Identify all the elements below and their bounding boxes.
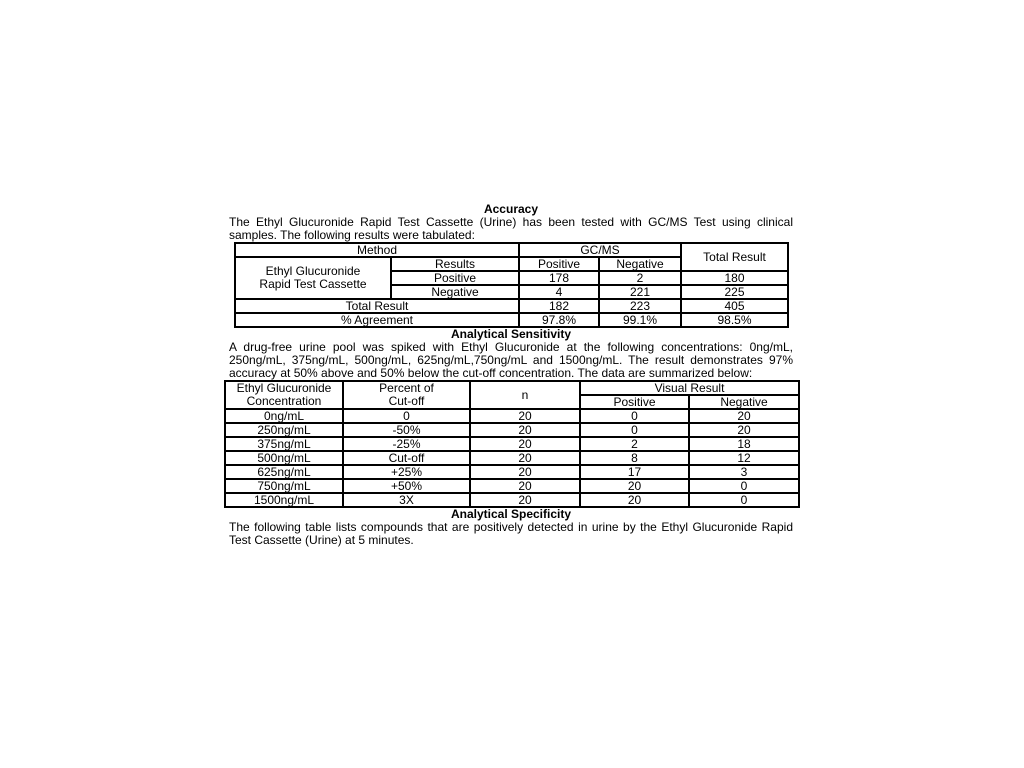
table-row <box>225 479 799 493</box>
row-label: Positive <box>391 271 519 285</box>
cell-conc: 750ng/mL <box>225 479 343 493</box>
table-row <box>225 423 799 437</box>
sensitivity-heading: Analytical Sensitivity <box>450 327 572 341</box>
accuracy-heading: Accuracy <box>483 202 539 216</box>
document <box>224 203 798 547</box>
specificity-paragraph: The following table lists compounds that are positively detected in urine by the Ethyl Glucuronide Rapid Test Cassette (Urine) at 5 minutes. <box>229 520 793 547</box>
cell-negative: 223 <box>599 299 681 313</box>
cell-conc: 1500ng/mL <box>225 493 343 507</box>
header-results: Results <box>391 257 519 271</box>
cell-pos: 20 <box>580 493 689 507</box>
header-gcms: GC/MS <box>519 243 681 257</box>
cell-n: 20 <box>470 437 580 451</box>
sensitivity-table <box>224 380 800 508</box>
cell-conc: 625ng/mL <box>225 465 343 479</box>
cell-neg: 20 <box>689 423 799 437</box>
cell-positive: 178 <box>519 271 599 285</box>
cell-pos: 8 <box>580 451 689 465</box>
cell-pct: +50% <box>343 479 470 493</box>
row-label: Negative <box>391 285 519 299</box>
cell-negative: 99.1% <box>599 313 681 327</box>
cell-n: 20 <box>470 465 580 479</box>
cell-pct: -50% <box>343 423 470 437</box>
header-percent-cutoff: Percent of Cut-off <box>343 381 470 409</box>
row-label: % Agreement <box>235 313 519 327</box>
cell-pos: 2 <box>580 437 689 451</box>
header-total-result: Total Result <box>681 243 788 271</box>
cell-conc: 375ng/mL <box>225 437 343 451</box>
cell-pos: 17 <box>580 465 689 479</box>
cell-conc: 250ng/mL <box>225 423 343 437</box>
cell-pos: 20 <box>580 479 689 493</box>
cell-neg: 0 <box>689 493 799 507</box>
cell-total: 98.5% <box>681 313 788 327</box>
cell-neg: 3 <box>689 465 799 479</box>
cell-neg: 12 <box>689 451 799 465</box>
cell-positive: 4 <box>519 285 599 299</box>
cell-n: 20 <box>470 423 580 437</box>
header-positive: Positive <box>580 395 689 409</box>
device-name: Ethyl Glucuronide Rapid Test Cassette <box>235 257 391 299</box>
header-negative: Negative <box>689 395 799 409</box>
table-row <box>225 409 799 423</box>
cell-negative: 2 <box>599 271 681 285</box>
cell-total: 180 <box>681 271 788 285</box>
cell-positive: 97.8% <box>519 313 599 327</box>
total-row <box>235 299 788 313</box>
header-concentration: Ethyl Glucuronide Concentration <box>225 381 343 409</box>
table-row <box>225 465 799 479</box>
table-row <box>225 451 799 465</box>
cell-conc: 0ng/mL <box>225 409 343 423</box>
cell-n: 20 <box>470 451 580 465</box>
header-negative: Negative <box>599 257 681 271</box>
cell-pct: 3X <box>343 493 470 507</box>
cell-pct: 0 <box>343 409 470 423</box>
cell-pct: Cut-off <box>343 451 470 465</box>
cell-pct: -25% <box>343 437 470 451</box>
cell-negative: 221 <box>599 285 681 299</box>
cell-total: 225 <box>681 285 788 299</box>
cell-n: 20 <box>470 479 580 493</box>
header-n: n <box>470 381 580 409</box>
accuracy-table <box>234 242 789 328</box>
cell-n: 20 <box>470 493 580 507</box>
cell-neg: 18 <box>689 437 799 451</box>
cell-total: 405 <box>681 299 788 313</box>
header-visual-result: Visual Result <box>580 381 799 395</box>
cell-pct: +25% <box>343 465 470 479</box>
cell-n: 20 <box>470 409 580 423</box>
cell-positive: 182 <box>519 299 599 313</box>
cell-conc: 500ng/mL <box>225 451 343 465</box>
accuracy-paragraph: The Ethyl Glucuronide Rapid Test Cassette (Urine) has been tested with GC/MS Test using clinical samples. The following results were tabulated: <box>229 215 793 242</box>
sensitivity-paragraph: A drug-free urine pool was spiked with Ethyl Glucuronide at the following concentrations: 0ng/mL, 250ng/mL, 375ng/mL, 500ng/mL, 625ng/mL,750ng/mL and 1500ng/mL. The result demonstrates 97% accuracy at 50% above and 50% below the cut-off concentration. The data are summarized below: <box>229 340 793 380</box>
cell-pos: 0 <box>580 423 689 437</box>
table-row <box>225 437 799 451</box>
cell-pos: 0 <box>580 409 689 423</box>
cell-neg: 20 <box>689 409 799 423</box>
table-row <box>225 493 799 507</box>
specificity-heading: Analytical Specificity <box>450 507 572 521</box>
header-method: Method <box>235 243 519 257</box>
row-label: Total Result <box>235 299 519 313</box>
header-positive: Positive <box>519 257 599 271</box>
cell-neg: 0 <box>689 479 799 493</box>
agreement-row <box>235 313 788 327</box>
